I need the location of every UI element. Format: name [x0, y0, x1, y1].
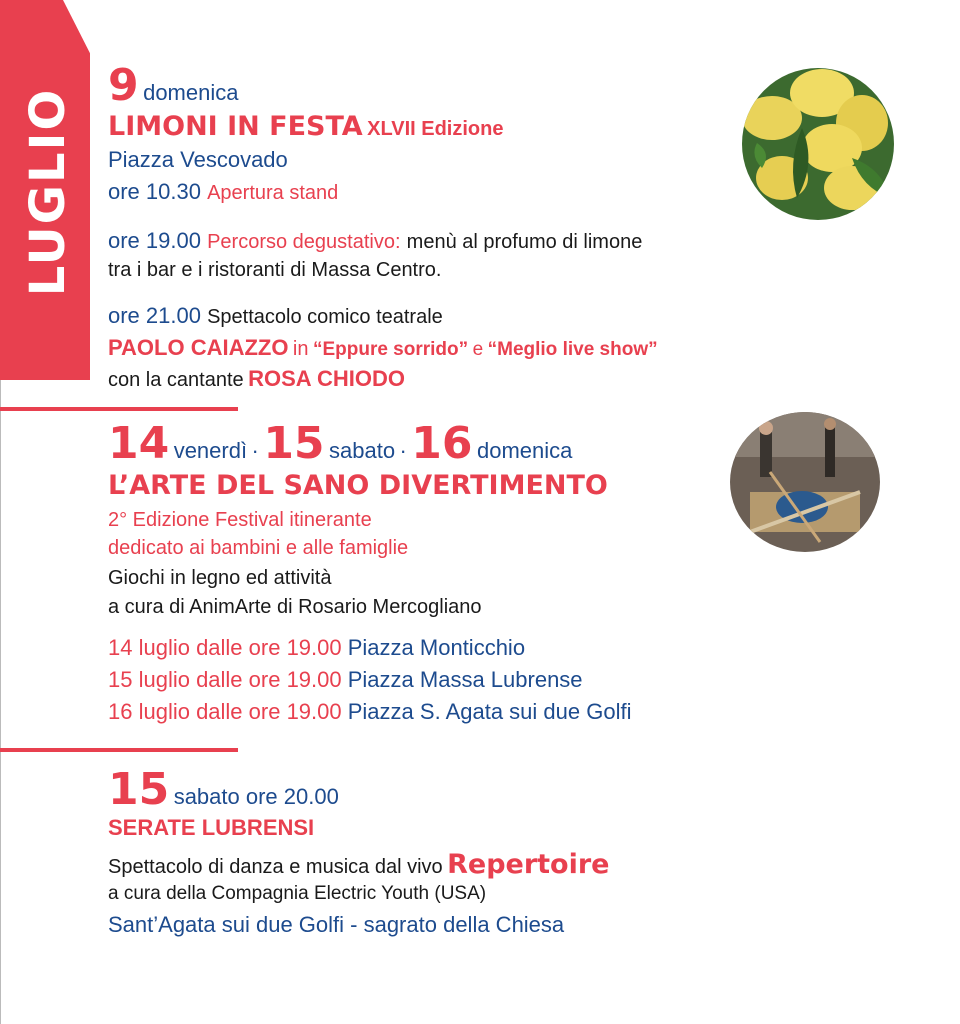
day-number: 15 [263, 418, 325, 469]
day-number: 14 [108, 418, 170, 469]
time-desc: menù al profumo di limone [406, 231, 643, 253]
event1-time1 [108, 180, 338, 204]
event1-singer-line [108, 367, 405, 391]
day-name: domenica [476, 438, 573, 463]
schedule-where: Piazza Massa Lubrense [347, 667, 583, 692]
schedule-row [108, 668, 583, 692]
time-label: ore 19.00 [108, 228, 201, 253]
event-title: LIMONI IN FESTA [108, 111, 363, 142]
schedule-when: 16 luglio dalle ore 19.00 [108, 699, 342, 724]
section-divider [0, 407, 238, 411]
artist-name: PAOLO CAIAZZO [108, 335, 289, 360]
singer-name: ROSA CHIODO [248, 366, 405, 391]
event2-subtitle-2: dedicato ai bambini e alle famiglie [108, 537, 409, 559]
schedule-where: Piazza S. Agata sui due Golfi [347, 699, 632, 724]
time-desc: Apertura stand [207, 182, 339, 204]
event3-highlight: Repertoire [447, 849, 610, 880]
event2-title: L’ARTE DEL SANO DIVERTIMENTO [108, 470, 608, 501]
day-name: venerdì [173, 438, 248, 463]
and-word: e [472, 339, 484, 360]
day-number: 16 [411, 418, 473, 469]
time-desc-highlight: Percorso degustativo: [207, 231, 401, 253]
schedule-where: Piazza Monticchio [347, 635, 526, 660]
edition-label: XLVII Edizione [367, 118, 504, 140]
event1-artist-line [108, 336, 658, 361]
time-label: ore 10.30 [108, 179, 201, 204]
date-separator: · [251, 438, 259, 463]
with-text: con la cantante [108, 369, 244, 391]
event1-time2 [108, 229, 642, 253]
children-games-photo [730, 412, 880, 552]
event3-credit: a cura della Compagnia Electric Youth (USA) [108, 883, 487, 904]
event3-title: SERATE LUBRENSI [108, 815, 315, 840]
event3-desc-line [108, 850, 610, 880]
section-divider [0, 748, 238, 752]
event3-desc: Spettacolo di danza e musica dal vivo [108, 856, 443, 878]
schedule-when: 15 luglio dalle ore 19.00 [108, 667, 342, 692]
event1-place: Piazza Vescovado [108, 147, 288, 172]
event1-title [108, 112, 503, 142]
time-desc: Spettacolo comico teatrale [207, 306, 443, 328]
event1-date [108, 62, 238, 110]
event1-time3 [108, 304, 443, 328]
event1-time2-line2: tra i bar e i ristoranti di Massa Centro. [108, 259, 442, 281]
in-word: in [292, 338, 309, 360]
day-name: sabato [329, 438, 396, 463]
day-time: sabato ore 20.00 [173, 784, 339, 809]
event2-subtitle-1: 2° Edizione Festival itinerante [108, 509, 372, 531]
event3-date [108, 766, 339, 814]
schedule-when: 14 luglio dalle ore 19.00 [108, 635, 342, 660]
date-separator: · [399, 438, 407, 463]
show-title-2: “Meglio live show” [487, 339, 658, 360]
schedule-row [108, 636, 525, 660]
event2-desc-2: a cura di AnimArte di Rosario Mercogliano [108, 596, 482, 618]
event2-desc-1: Giochi in legno ed attività [108, 567, 332, 589]
day-name: domenica [143, 80, 239, 105]
event2-dates [108, 420, 572, 468]
day-number: 15 [108, 764, 170, 815]
time-label: ore 21.00 [108, 303, 201, 328]
event3-venue: Sant’Agata sui due Golfi - sagrato della Chiesa [108, 912, 565, 937]
show-title-1: “Eppure sorrido” [312, 339, 469, 360]
day-number: 9 [108, 60, 139, 111]
schedule-row [108, 700, 631, 724]
lemons-photo [742, 68, 894, 220]
month-label: LUGLIO [20, 87, 76, 297]
